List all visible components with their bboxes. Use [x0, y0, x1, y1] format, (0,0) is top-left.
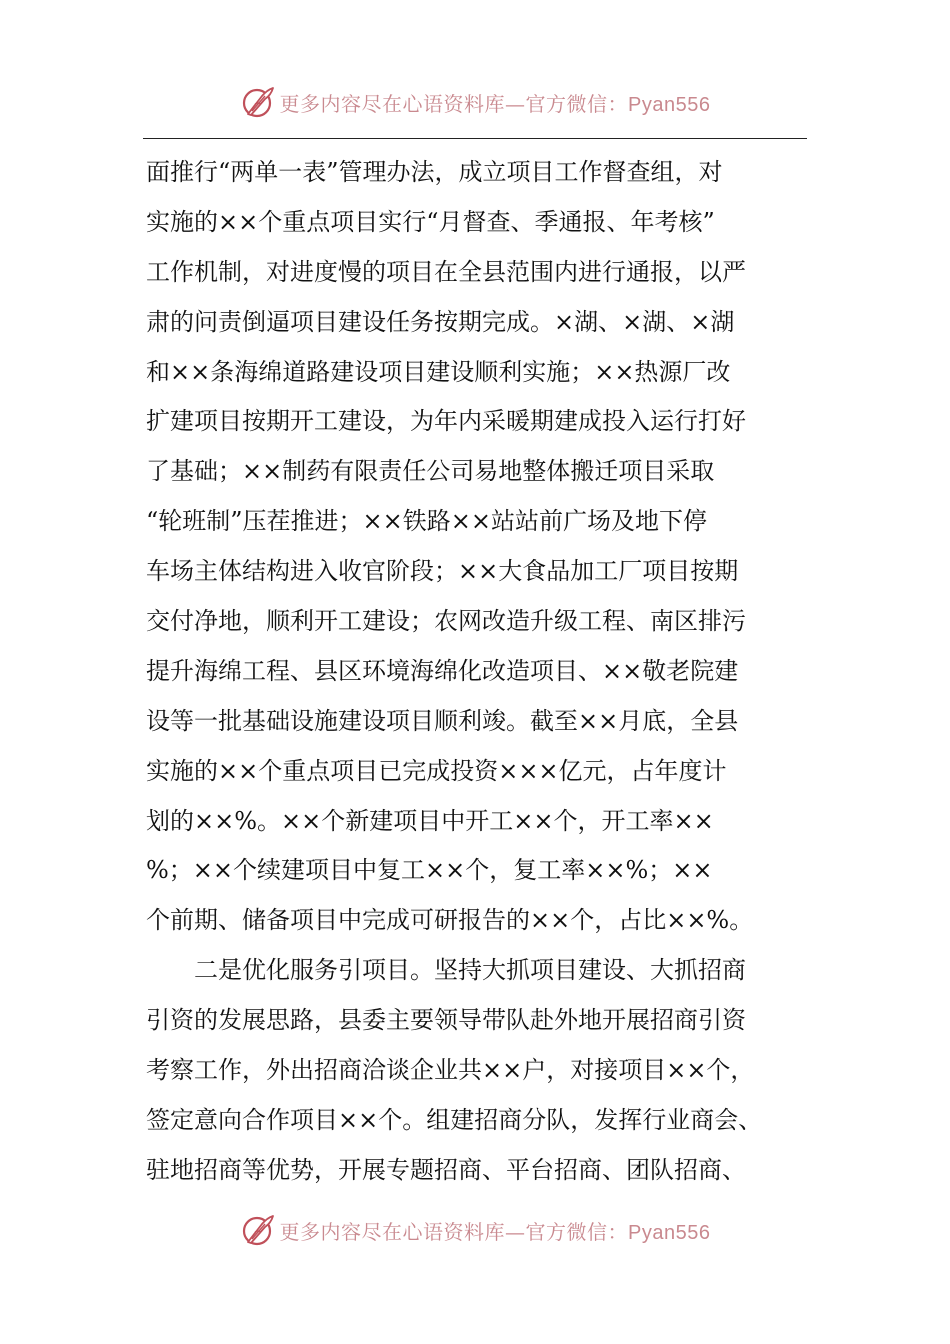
text-line: 实施的××个重点项目实行“月督查、季通报、年考核” [146, 207, 715, 236]
footer-banner[interactable] [0, 1210, 950, 1250]
text-line: 划的××%。××个新建项目中开工××个，开工率×× [146, 806, 714, 835]
text-line: 考察工作，外出招商洽谈企业共××户，对接项目××个， [146, 1056, 755, 1085]
header-wechat-id: Pyan556 [628, 93, 711, 116]
text-line: 交付净地，顺利开工建设；农网改造升级工程、南区排污 [146, 607, 746, 636]
text-line: %；××个续建项目中复工××个，复工率××%；×× [146, 856, 713, 885]
header-banner-label: 更多内容尽在心语资料库—官方微信： [279, 91, 629, 116]
text-line: 引资的发展思路，县委主要领导带队赴外地开展招商引资 [146, 1006, 746, 1035]
text-line: 二是优化服务引项目。坚持大抓项目建设、大抓招商 [194, 956, 746, 985]
footer-banner-text [280, 1216, 711, 1245]
text-line: 提升海绵工程、县区环境海绵化改造项目、××敬老院建 [146, 656, 739, 685]
quill-pen-circle-icon [240, 1212, 276, 1248]
text-line: 设等一批基础设施建设项目顺利竣。截至××月底，全县 [146, 706, 739, 735]
text-line: 肃的问责倒逼项目建设任务按期完成。×湖、×湖、×湖 [146, 307, 735, 336]
text-line: 驻地招商等优势，开展专题招商、平台招商、团队招商、 [146, 1155, 746, 1184]
footer-banner-label: 更多内容尽在心语资料库—官方微信： [279, 1219, 629, 1244]
header-banner-text [280, 88, 711, 117]
text-line: 实施的××个重点项目已完成投资×××亿元，占年度计 [146, 756, 727, 785]
text-line: 面推行“两单一表”管理办法，成立项目工作督查组，对 [146, 158, 723, 186]
text-line: “轮班制”压茬推进；××铁路××站站前广场及地下停 [146, 507, 707, 536]
text-line: 个前期、储备项目中完成可研报告的××个，占比××%。 [146, 906, 754, 935]
text-line: 和××条海绵道路建设项目建设顺利实施；××热源厂改 [146, 357, 731, 386]
header-divider [143, 138, 807, 139]
text-line: 工作机制，对进度慢的项目在全县范围内进行通报，以严 [146, 257, 746, 286]
text-line: 扩建项目按期开工建设，为年内采暖期建成投入运行打好 [146, 407, 746, 436]
header-banner[interactable] [0, 82, 950, 122]
text-line: 了基础；××制药有限责任公司易地整体搬迁项目采取 [146, 457, 715, 486]
document-body [146, 148, 826, 1196]
footer-wechat-id: Pyan556 [628, 1221, 711, 1244]
text-line: 签定意向合作项目××个。组建招商分队，发挥行业商会、 [146, 1105, 763, 1134]
quill-pen-circle-icon [240, 84, 276, 120]
text-line: 车场主体结构进入收官阶段；××大食品加工厂项目按期 [146, 557, 739, 586]
